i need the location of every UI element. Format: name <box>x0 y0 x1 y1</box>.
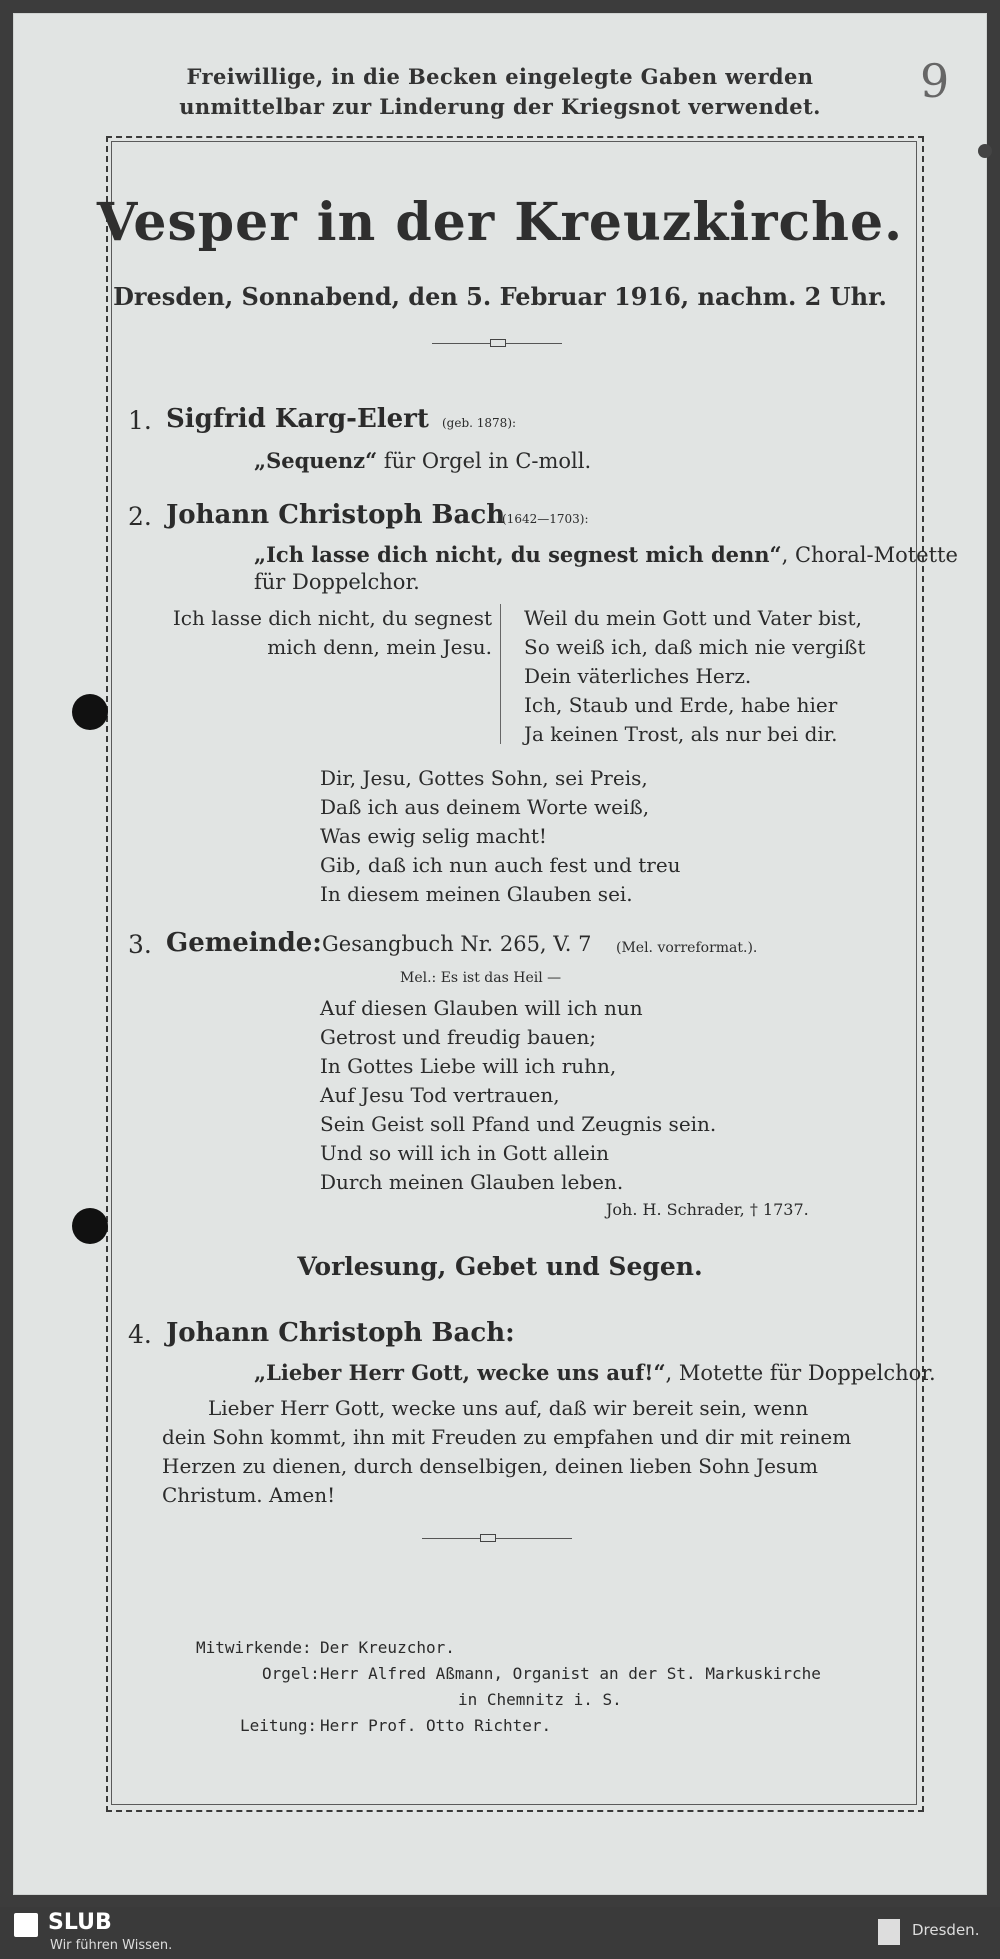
page-number: 9 <box>920 54 950 108</box>
verse-line: Und so will ich in Gott allein <box>320 1141 609 1165</box>
item-4-text-line: Christum. Amen! <box>162 1483 336 1507</box>
item-3-author: Joh. H. Schrader, † 1737. <box>606 1200 809 1219</box>
item-3-label: Gemeinde: <box>166 928 322 958</box>
item-1-work-rest: für Orgel in C-moll. <box>377 449 592 473</box>
reading-heading: Vorlesung, Gebet und Segen. <box>297 1252 703 1281</box>
item-1-work-title: „Sequenz“ <box>254 448 378 473</box>
text-center-line: Gib, daß ich nun auch fest und treu <box>320 853 681 877</box>
credits-leitung-label: Leitung: <box>240 1716 318 1735</box>
item-2-dates: (1642—1703): <box>502 512 589 526</box>
punch-hole-top <box>72 694 108 730</box>
item-4-composer: Johann Christoph Bach: <box>166 1318 515 1348</box>
page-subtitle: Dresden, Sonnabend, den 5. Februar 1916, nachm. 2 Uhr. <box>113 282 887 311</box>
item-3-mel-note: (Mel. vorreformat.). <box>616 940 758 956</box>
divider-bottom-ornament <box>480 1534 496 1542</box>
item-1-dates: (geb. 1878): <box>442 416 517 430</box>
divider-bottom <box>422 1538 572 1539</box>
notice-line-2: unmittelbar zur Linderung der Kriegsnot verwendet. <box>179 94 821 119</box>
item-2-number: 2. <box>128 502 152 531</box>
footer-city: Dresden. <box>912 1921 980 1939</box>
text-right-line: Ja keinen Trost, als nur bei dir. <box>524 722 838 746</box>
item-2-composer: Johann Christoph Bach <box>166 500 506 530</box>
item-4-text-line: dein Sohn kommt, ihn mit Freuden zu empfahen und dir mit reinem <box>162 1425 852 1449</box>
text-center-line: Was ewig selig macht! <box>320 824 547 848</box>
item-2-work-title: „Ich lasse dich nicht, du segnest mich denn“ <box>254 542 782 567</box>
item-3-verse <box>320 994 716 1197</box>
item-2-text-left <box>142 604 492 662</box>
item-4-work <box>254 1360 936 1385</box>
text-right-line: Dein väterliches Herz. <box>524 664 752 688</box>
dresden-crest-icon <box>878 1919 900 1945</box>
text-left-line: Ich lasse dich nicht, du segnest <box>172 606 492 630</box>
pencil-mark <box>978 144 992 158</box>
item-3-hymn: Gesangbuch Nr. 265, V. 7 <box>322 932 592 956</box>
item-4-text-line: Herzen zu dienen, durch denselbigen, deinen lieben Sohn Jesum <box>162 1454 819 1478</box>
item-3-mel-line: Mel.: Es ist das Heil — <box>400 970 562 986</box>
footer-brand: SLUB <box>48 1910 112 1935</box>
text-center-line: Dir, Jesu, Gottes Sohn, sei Preis, <box>320 766 648 790</box>
item-4-text <box>162 1394 882 1510</box>
item-1-number: 1. <box>128 406 152 435</box>
text-left-line: mich denn, mein Jesu. <box>267 635 492 659</box>
credits-orgel-value-2: in Chemnitz i. S. <box>458 1690 622 1709</box>
item-4-work-title: „Lieber Herr Gott, wecke uns auf!“ <box>254 1360 666 1385</box>
verse-line: Sein Geist soll Pfand und Zeugnis sein. <box>320 1112 717 1136</box>
credits-mit-value: Der Kreuzchor. <box>320 1638 455 1657</box>
item-2-text-center <box>320 764 681 909</box>
item-4-text-line: Lieber Herr Gott, wecke uns auf, daß wir bereit sein, wenn <box>208 1396 809 1420</box>
item-1-work <box>254 448 591 473</box>
slub-logo-icon <box>14 1913 38 1937</box>
item-3-number: 3. <box>128 930 152 959</box>
punch-hole-bottom <box>72 1208 108 1244</box>
credits-mit-label: Mitwirkende: <box>196 1638 312 1657</box>
footer-bar <box>0 1907 1000 1959</box>
credits-orgel-label: Orgel: <box>262 1664 320 1683</box>
verse-line: Auf Jesu Tod vertrauen, <box>320 1083 560 1107</box>
text-center-line: Daß ich aus deinem Worte weiß, <box>320 795 650 819</box>
verse-line: Getrost und freudig bauen; <box>320 1025 597 1049</box>
text-right-line: So weiß ich, daß mich nie vergißt <box>524 635 866 659</box>
credits-leitung-value: Herr Prof. Otto Richter. <box>320 1716 552 1735</box>
verse-line: In Gottes Liebe will ich ruhn, <box>320 1054 617 1078</box>
text-center-line: In diesem meinen Glauben sei. <box>320 882 633 906</box>
page-title: Vesper in der Kreuzkirche. <box>96 192 904 253</box>
item-4-work-rest: , Motette für Doppelchor. <box>665 1361 936 1385</box>
document-page <box>14 14 986 1894</box>
footer-tagline: Wir führen Wissen. <box>50 1938 173 1953</box>
column-separator <box>500 604 501 744</box>
item-4-number: 4. <box>128 1320 152 1349</box>
notice-line-1: Freiwillige, in die Becken eingelegte Gaben werden <box>186 64 814 89</box>
verse-line: Auf diesen Glauben will ich nun <box>320 996 643 1020</box>
text-right-line: Ich, Staub und Erde, habe hier <box>524 693 838 717</box>
item-2-work-rest: , Choral-Motette <box>781 543 958 567</box>
text-right-line: Weil du mein Gott und Vater bist, <box>524 606 862 630</box>
item-2-text-right <box>524 604 865 749</box>
verse-line: Durch meinen Glauben leben. <box>320 1170 624 1194</box>
item-1-composer: Sigfrid Karg-Elert <box>166 404 429 434</box>
divider-top-ornament <box>490 339 506 347</box>
item-2-work <box>254 542 958 567</box>
item-2-work-rest-2: für Doppelchor. <box>254 570 420 594</box>
credits-orgel-value: Herr Alfred Aßmann, Organist an der St. Markuskirche <box>320 1664 821 1683</box>
